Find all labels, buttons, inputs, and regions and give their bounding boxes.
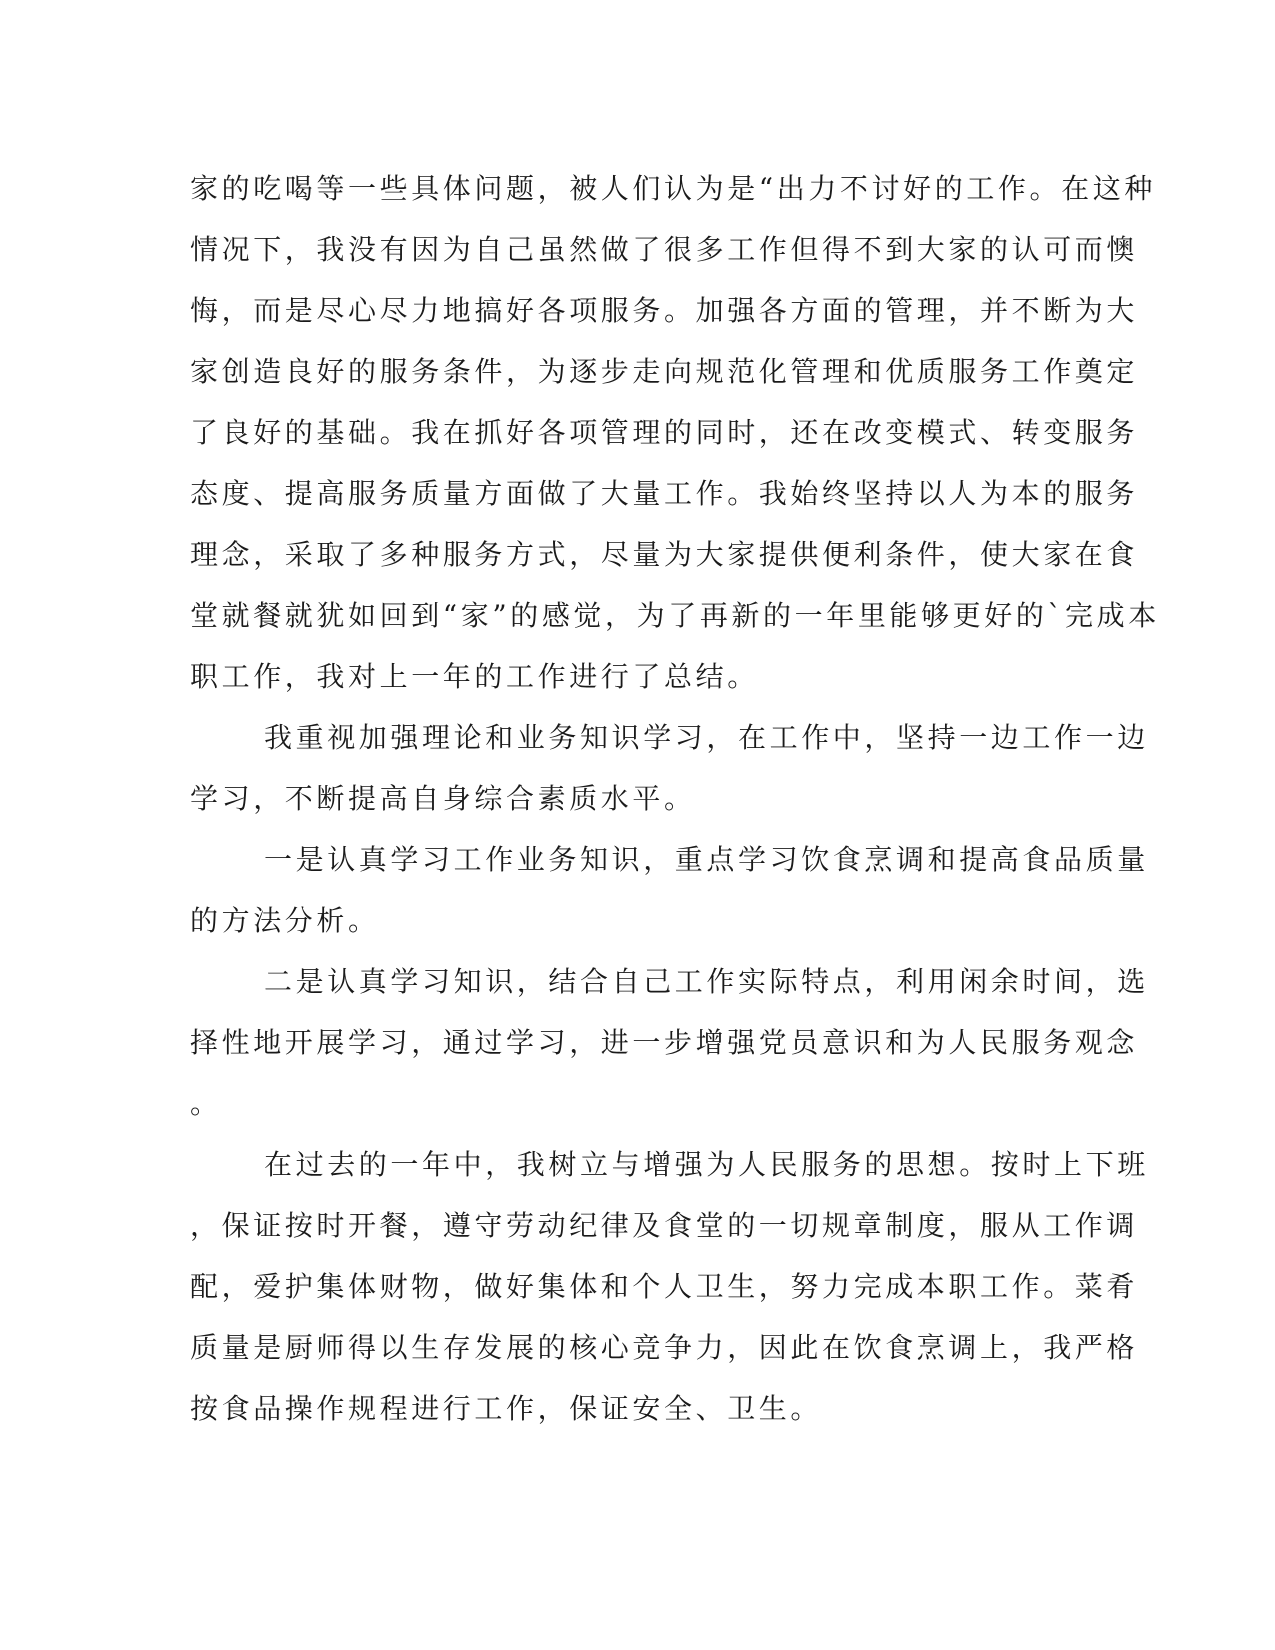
text-line: ，保证按时开餐，遵守劳动纪律及食堂的一切规章制度，服从工作调 [190,1209,1139,1242]
paragraph-first-line: 在过去的一年中，我树立与增强为人民服务的思想。按时上下班 [264,1148,1149,1181]
paragraph-first-line: 我重视加强理论和业务知识学习，在工作中，坚持一边工作一边 [264,721,1149,754]
text-line: 择性地开展学习，通过学习，进一步增强党员意识和为人民服务观念 [190,1026,1139,1059]
text-line: 的方法分析。 [190,904,380,937]
text-line: 质量是厨师得以生存发展的核心竞争力，因此在饮食烹调上，我严格 [190,1331,1139,1364]
text-line: 职工作，我对上一年的工作进行了总结。 [190,660,759,693]
text-line: 配，爱护集体财物，做好集体和个人卫生，努力完成本职工作。菜肴 [190,1270,1139,1303]
text-line: 家的吃喝等一些具体问题，被人们认为是“出力不讨好的工作。在这种 [190,172,1156,205]
text-line: 态度、提高服务质量方面做了大量工作。我始终坚持以人为本的服务 [190,477,1139,510]
paragraph-first-line: 二是认真学习知识，结合自己工作实际特点，利用闲余时间，选 [264,965,1149,998]
text-line: 按食品操作规程进行工作，保证安全、卫生。 [190,1392,823,1425]
text-line: 学习，不断提高自身综合素质水平。 [190,782,696,815]
body-text [190,158,1160,1439]
text-line: 理念，采取了多种服务方式，尽量为大家提供便利条件，使大家在食 [190,538,1139,571]
text-line: 悔，而是尽心尽力地搞好各项服务。加强各方面的管理，并不断为大 [190,294,1139,327]
paragraph-first-line: 一是认真学习工作业务知识，重点学习饮食烹调和提高食品质量 [264,843,1149,876]
text-line: 家创造良好的服务条件，为逐步走向规范化管理和优质服务工作奠定 [190,355,1139,388]
text-line: 了良好的基础。我在抓好各项管理的同时，还在改变模式、转变服务 [190,416,1139,449]
text-line: 。 [190,1087,222,1120]
text-line: 堂就餐就犹如回到“家”的感觉，为了再新的一年里能够更好的`完成本 [190,599,1160,632]
text-line: 情况下，我没有因为自己虽然做了很多工作但得不到大家的认可而懊 [190,233,1139,266]
